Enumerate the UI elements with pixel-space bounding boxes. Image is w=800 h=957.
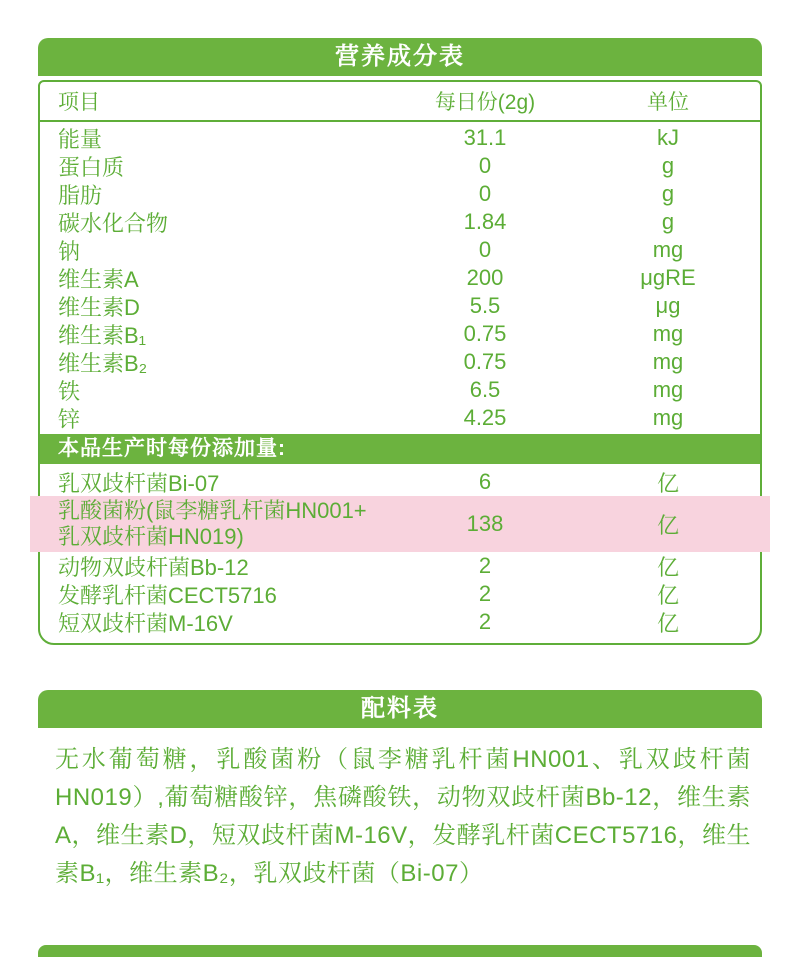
row-unit: 亿 [656, 554, 679, 580]
row-label [30, 498, 370, 550]
row-label: 脂肪 [58, 182, 103, 208]
row-value: 138 [466, 511, 504, 536]
row-value: 1.84 [463, 209, 507, 234]
additive-row [40, 608, 760, 636]
row-unit: μg [655, 293, 681, 318]
additives-banner: 本品生产时每份添加量: [40, 434, 760, 464]
nutrition-rows [40, 122, 760, 432]
row-unit: mg [652, 237, 684, 262]
col-header-per-serving: 每日份(2g) [434, 91, 536, 114]
row-value: 0 [478, 153, 492, 178]
row-unit: μgRE [640, 265, 696, 290]
row-unit: 亿 [656, 470, 679, 496]
row-label: 维生素D [58, 294, 140, 320]
nutrition-table [38, 80, 762, 645]
row-label-line2: 乳双歧杆菌HN019) [58, 524, 244, 549]
nutrition-title-bar [38, 38, 762, 76]
row-value: 200 [466, 265, 504, 290]
row-label: 铁 [58, 378, 81, 404]
row-value: 6 [478, 469, 492, 494]
nutrition-row [40, 348, 760, 376]
additive-row [40, 468, 760, 496]
col-header-item: 项目 [58, 91, 100, 114]
nutrition-row [40, 404, 760, 432]
table-header-row [40, 82, 760, 122]
row-value: 0.75 [463, 349, 507, 374]
row-label: 乳双歧杆菌Bi-07 [58, 470, 220, 496]
row-unit: g [661, 153, 675, 178]
row-label-line1: 乳酸菌粉(鼠李糖乳杆菌HN001+ [58, 498, 367, 523]
row-unit: mg [652, 377, 684, 402]
nutrition-row [40, 320, 760, 348]
nutrition-row [40, 208, 760, 236]
row-value: 0 [478, 237, 492, 262]
row-value: 6.5 [469, 377, 501, 402]
row-label: 维生素A [58, 266, 139, 292]
nutrition-row [40, 236, 760, 264]
row-value: 2 [478, 553, 492, 578]
row-label: 发酵乳杆菌CECT5716 [58, 582, 277, 608]
row-unit: mg [652, 405, 684, 430]
row-label: 能量 [58, 126, 103, 152]
row-value: 4.25 [463, 405, 507, 430]
row-value: 2 [478, 609, 492, 634]
row-value: 31.1 [463, 125, 507, 150]
nutrition-title: 营养成分表 [335, 43, 465, 70]
row-unit: mg [652, 349, 684, 374]
col-header-unit: 单位 [647, 91, 689, 114]
row-label: 蛋白质 [58, 154, 125, 180]
nutrition-row [40, 292, 760, 320]
row-value: 5.5 [469, 293, 501, 318]
row-label: 碳水化合物 [58, 210, 169, 236]
ingredients-title: 配料表 [361, 695, 439, 722]
bottom-section-bar [38, 945, 762, 957]
row-unit: 亿 [656, 512, 679, 538]
nutrition-row [40, 376, 760, 404]
row-value: 0.75 [463, 321, 507, 346]
row-unit: 亿 [656, 582, 679, 608]
nutrition-row [40, 264, 760, 292]
row-value: 0 [478, 181, 492, 206]
nutrition-row [40, 152, 760, 180]
row-value: 2 [478, 581, 492, 606]
row-label: 维生素B₂ [58, 350, 148, 376]
row-label: 锌 [58, 406, 81, 432]
additive-row [40, 580, 760, 608]
row-label: 维生素B₁ [58, 322, 147, 348]
row-unit: g [661, 209, 675, 234]
additive-row-highlighted [30, 496, 770, 552]
row-unit: g [661, 181, 675, 206]
row-label: 短双歧杆菌M-16V [58, 610, 233, 636]
ingredients-title-bar [38, 690, 762, 728]
row-unit: kJ [657, 125, 679, 150]
row-unit: mg [652, 321, 684, 346]
additive-row [40, 552, 760, 580]
nutrition-row [40, 180, 760, 208]
nutrition-row [40, 124, 760, 152]
row-label: 动物双歧杆菌Bb-12 [58, 554, 249, 580]
additive-rows [40, 464, 760, 636]
row-unit: 亿 [656, 610, 679, 636]
row-label: 钠 [58, 238, 81, 264]
ingredients-text: 无水葡萄糖，乳酸菌粉（鼠李糖乳杆菌HN001、乳双歧杆菌HN019）,葡萄糖酸锌，焦磷酸铁，动物双歧杆菌Bb-12，维生素A，维生素D，短双歧杆菌M-16V，发酵乳杆菌CECT5716，维生素B₁，维生素B₂，乳双歧杆菌（Bi-07） [55, 746, 751, 887]
